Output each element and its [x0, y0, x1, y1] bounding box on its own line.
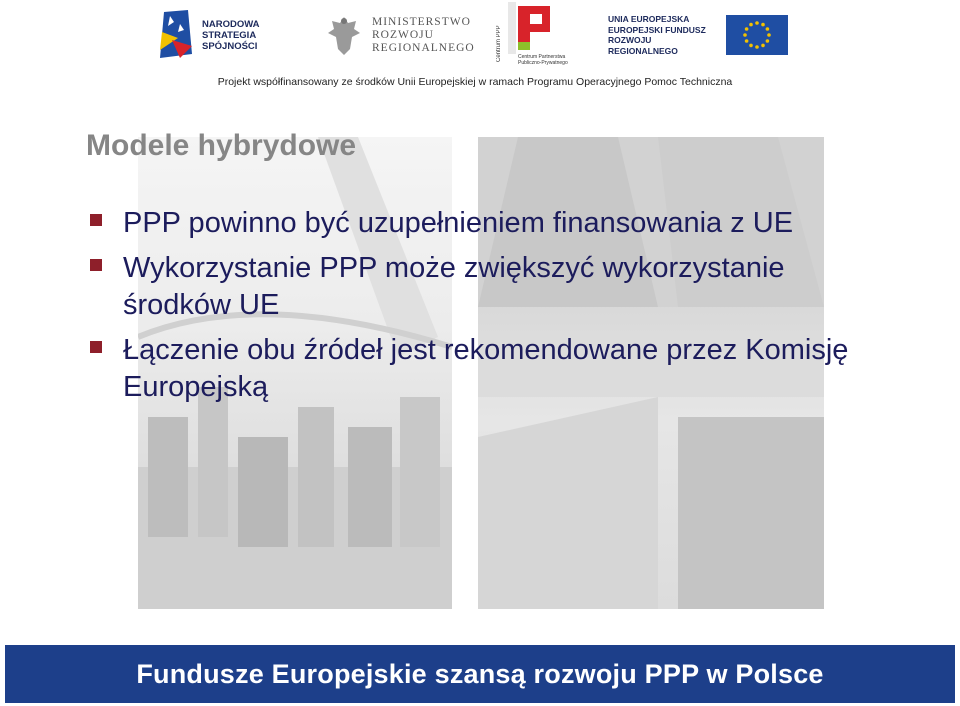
nss-text: NARODOWA STRATEGIA SPÓJNOŚCI	[202, 18, 260, 52]
eagle-emblem-icon	[326, 13, 362, 57]
bullet-square-icon	[90, 341, 102, 353]
ue-logo	[608, 6, 788, 64]
ue-text: UNIA EUROPEJSKA EUROPEJSKI FUNDUSZ ROZWOJU REGIONALNEGO	[608, 14, 706, 56]
nss-logo	[158, 6, 302, 64]
eu-flag-icon	[726, 15, 788, 55]
mrr-text: MINISTERSTWO ROZWOJU REGIONALNEGO	[372, 15, 475, 54]
footer-text: Fundusze Europejskie szansą rozwoju PPP w Polsce	[136, 658, 824, 689]
list-item: Łączenie obu źródeł jest rekomendowane przez Komisję Europejską	[88, 332, 888, 406]
footer-banner	[5, 645, 955, 703]
header-logos	[0, 0, 960, 70]
nss-emblem-icon	[158, 10, 194, 60]
list-item: PPP powinno być uzupełnieniem finansowania z UE	[88, 205, 888, 242]
cppp-vertical-text: Centrum PPP	[496, 25, 502, 62]
cppp-logo	[498, 2, 570, 68]
bullet-list	[88, 205, 888, 414]
bullet-square-icon	[90, 214, 102, 226]
mrr-logo	[326, 6, 482, 64]
cofinancing-note: Projekt współfinansowany ze środków Unii Europejskiej w ramach Programu Operacyjnego Pomoc Techniczna	[217, 76, 733, 88]
cppp-subtext: Centrum Partnerstwa Publiczno-Prywatnego	[518, 54, 568, 66]
bullet-square-icon	[90, 259, 102, 271]
slide-title: Modele hybrydowe	[86, 129, 357, 162]
list-item: Wykorzystanie PPP może zwiększyć wykorzystanie środków UE	[88, 250, 888, 324]
